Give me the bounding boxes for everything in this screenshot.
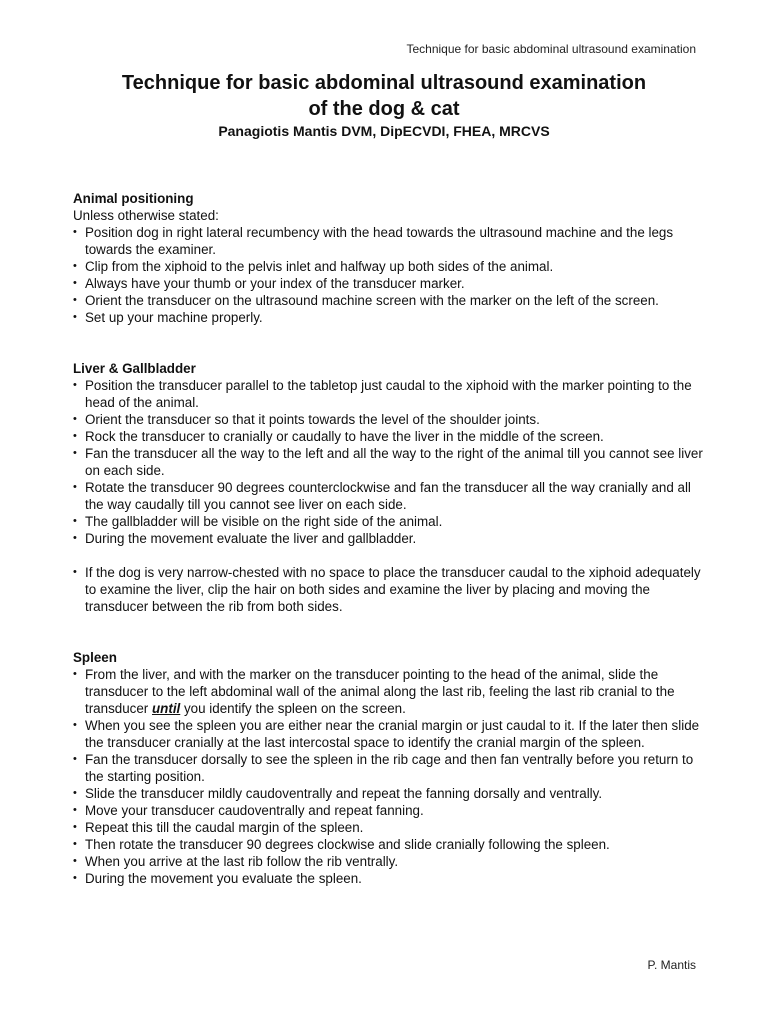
- section-heading: Spleen: [73, 650, 117, 665]
- list-item: • Rock the transducer to cranially or caudally to have the liver in the middle of the screen.: [73, 428, 703, 445]
- section-liver-gallbladder: [73, 360, 703, 615]
- list-item: [73, 666, 703, 717]
- list-item: • Clip from the xiphoid to the pelvis inlet and halfway up both sides of the animal.: [73, 258, 703, 275]
- list-item: • Position the transducer parallel to the tabletop just caudal to the xiphoid with the marker pointing to the head of the animal.: [73, 377, 703, 411]
- section-heading: Animal positioning: [73, 191, 194, 206]
- list-item: • During the movement you evaluate the spleen.: [73, 870, 703, 887]
- list-item: • Orient the transducer on the ultrasound machine screen with the marker on the left of the screen.: [73, 292, 703, 309]
- liver-list: [73, 377, 703, 547]
- author-line: Panagiotis Mantis DVM, DipECVDI, FHEA, MRCVS: [218, 123, 550, 139]
- section-spleen: [73, 649, 703, 887]
- title-line-1: Technique for basic abdominal ultrasound examination: [121, 72, 647, 94]
- list-item: • Then rotate the transducer 90 degrees clockwise and slide cranially following the spleen.: [73, 836, 703, 853]
- list-item: • Set up your machine properly.: [73, 309, 703, 326]
- section-animal-positioning: [73, 190, 703, 326]
- list-item: • Orient the transducer so that it points towards the level of the shoulder joints.: [73, 411, 703, 428]
- list-item: • During the movement evaluate the liver and gallbladder.: [73, 530, 703, 547]
- list-item: • Always have your thumb or your index of the transducer marker.: [73, 275, 703, 292]
- document-title: [40, 70, 728, 122]
- list-item: • Move your transducer caudoventrally and repeat fanning.: [73, 802, 703, 819]
- document-body: [73, 190, 703, 887]
- item-text: From the liver, and with the marker on the transducer pointing to the head of the animal, slide the transducer to the left abdominal wall of the animal along the last rib, feeling the last rib cranial to the transducer: [85, 667, 675, 716]
- list-item: • When you arrive at the last rib follow the rib ventrally.: [73, 853, 703, 870]
- footer-author: P. Mantis: [647, 958, 696, 972]
- list-item: • Fan the transducer dorsally to see the spleen in the rib cage and then fan ventrally before you return to the starting position.: [73, 751, 703, 785]
- list-item: • Position dog in right lateral recumbency with the head towards the ultrasound machine and the legs towards the examiner.: [73, 224, 703, 258]
- list-item: • Fan the transducer all the way to the left and all the way to the right of the animal till you cannot see liver on each side.: [73, 445, 703, 479]
- title-line-2: of the dog & cat: [308, 98, 460, 120]
- list-item: • When you see the spleen you are either near the cranial margin or just caudal to it. If the later then slide the transducer cranially at the last intercostal space to identify the cranial margin of the spleen.: [73, 717, 703, 751]
- list-item: • Slide the transducer mildly caudoventrally and repeat the fanning dorsally and ventrally.: [73, 785, 703, 802]
- section-intro: Unless otherwise stated:: [73, 208, 219, 223]
- section-heading: Liver & Gallbladder: [73, 361, 196, 376]
- liver-extra-list: [73, 564, 703, 615]
- positioning-list: [73, 224, 703, 326]
- item-text: you identify the spleen on the screen.: [180, 701, 406, 716]
- list-item: • Rotate the transducer 90 degrees counterclockwise and fan the transducer all the way cranially and all the way caudally till you cannot see liver on each side.: [73, 479, 703, 513]
- emphasis-text: until: [152, 701, 181, 716]
- list-item: • The gallbladder will be visible on the right side of the animal.: [73, 513, 703, 530]
- list-item: • Repeat this till the caudal margin of the spleen.: [73, 819, 703, 836]
- spleen-list: [73, 666, 703, 887]
- running-header: Technique for basic abdominal ultrasound examination: [406, 42, 696, 56]
- list-item: • If the dog is very narrow-chested with no space to place the transducer caudal to the xiphoid adequately to examine the liver, clip the hair on both sides and examine the liver by placing and moving the transducer between the rib from both sides.: [73, 564, 703, 615]
